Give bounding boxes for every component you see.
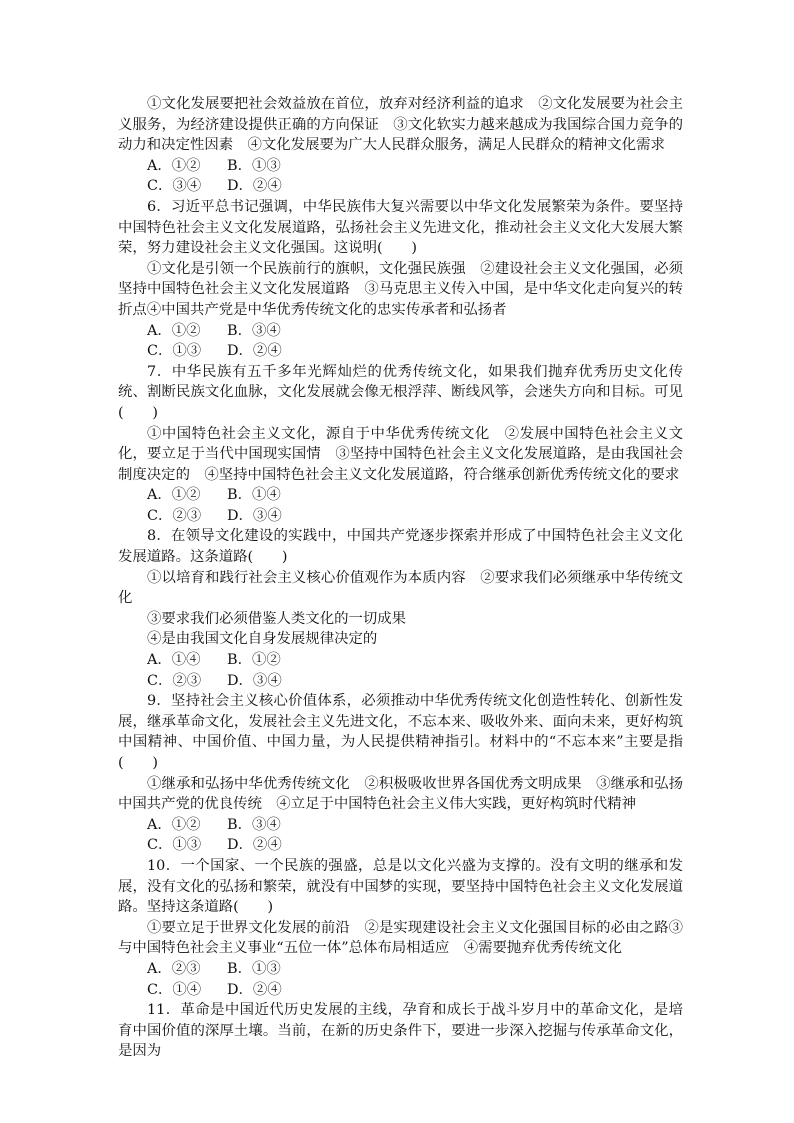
q10-option-b[interactable]: B．①③: [227, 960, 281, 977]
q6-option-c[interactable]: C．①③: [147, 343, 202, 360]
q10-statements: ①要立足于世界文化发展的前沿 ②是实现建设社会主义文化强国目标的必由之路③与中国特色社会主义事业“五位一体”总体布局相适应 ④需要抛弃优秀传统文化: [118, 919, 683, 957]
q8-statement-2: ③要求我们必须借鉴人类文化的一切成果: [147, 610, 407, 627]
q7-option-d[interactable]: D．③④: [227, 507, 282, 524]
q10-option-d[interactable]: D．②④: [227, 981, 282, 998]
q7-option-b[interactable]: B．①④: [227, 487, 281, 504]
q5-options-row2: [118, 176, 683, 197]
q9-stem: 9．坚持社会主义核心价值体系，必须推动中华优秀传统文化创造性转化、创新性发展，继承革命文化，发展社会主义先进文化，不忘本来、吸收外来、面向未来，更好构筑中国精神、中国价值、中国力量，为人民提供精神指引。材料中的“不忘本来”主要是指( ): [118, 693, 683, 771]
q8-options-row2: [118, 671, 683, 692]
q8-statement-3: ④是由我国文化自身发展规律决定的: [147, 631, 378, 648]
q7-statements: ①中国特色社会主义文化，源自于中华优秀传统文化 ②发展中国特色社会主义文化，要立足于当代中国现实国情 ③坚持中国特色社会主义文化发展道路，是由我国社会制度决定的 ④坚持中国特色社会主义文化发展道路，符合继承创新优秀传统文化的要求: [118, 425, 683, 483]
q10-options-row2: [118, 980, 683, 1001]
q9-options-row1: [118, 815, 683, 836]
q6-options-row2: [118, 341, 683, 362]
q7-options-row2: [118, 506, 683, 527]
q6-option-b[interactable]: B．③④: [227, 322, 281, 339]
q9-option-a[interactable]: A．①②: [147, 816, 201, 833]
q8-statement-1: ①以培育和践行社会主义核心价值观作为本质内容 ②要求我们必须继承中华传统文化: [118, 569, 683, 607]
q5-options-row1: [118, 156, 683, 177]
q6-option-d[interactable]: D．②④: [227, 343, 282, 360]
q7-stem: 7．中华民族有五千多年光辉灿烂的优秀传统文化，如果我们抛弃优秀历史文化传统、割断民族文化血脉，文化发展就会像无根浮萍、断线风筝，会迷失方向和目标。可见( ): [118, 363, 683, 421]
q8-stem: 8．在领导文化建设的实践中，中国共产党逐步探索并形成了中国特色社会主义文化发展道路。这条道路( ): [118, 528, 683, 566]
q6-stem: 6．习近平总书记强调，中华民族伟大复兴需要以中华文化发展繁荣为条件。要坚持中国特色社会主义文化发展道路，弘扬社会主义先进文化，推动社会主义文化大发展大繁荣，努力建设社会主义文化强国。这说明( ): [118, 198, 683, 257]
q9-option-d[interactable]: D．②④: [227, 837, 282, 854]
q5-option-b[interactable]: B．①③: [227, 157, 281, 174]
q8-option-b[interactable]: B．①②: [227, 652, 281, 669]
q6-options-row1: [118, 321, 683, 342]
q7-option-c[interactable]: C．②③: [147, 507, 202, 524]
q5-option-d[interactable]: D．②④: [227, 178, 282, 195]
q9-statements: ①继承和弘扬中华优秀传统文化 ②积极吸收世界各国优秀文明成果 ③继承和弘扬中国共产党的优良传统 ④立足于中国特色社会主义伟大实践，更好构筑时代精神: [118, 775, 683, 813]
q9-option-b[interactable]: B．③④: [227, 816, 281, 833]
q10-option-c[interactable]: C．①④: [147, 981, 202, 998]
q6-option-a[interactable]: A．①②: [147, 322, 201, 339]
q11-stem: 11．革命是中国近代历史发展的主线，孕育和成长于战斗岁月中的革命文化，是培育中国价值的深厚土壤。当前，在新的历史条件下，要进一步深入挖掘与传承革命文化，是因为: [118, 1002, 683, 1060]
q7-options-row1: [118, 485, 683, 506]
q7-option-a[interactable]: A．①②: [147, 487, 201, 504]
q10-options-row1: [118, 959, 683, 980]
q8-option-a[interactable]: A．①④: [147, 652, 201, 669]
q8-option-c[interactable]: C．②③: [147, 672, 202, 689]
q5-statements: ①文化发展要把社会效益放在首位，放弃对经济利益的追求 ②文化发展要为社会主义服务，为经济建设提供正确的方向保证 ③文化软实力越来越成为我国综合国力竞争的动力和决定性因素 ④文化发展要为广大人民群众服务，满足人民群众的精神文化需求: [118, 96, 683, 154]
q10-option-a[interactable]: A．②③: [147, 960, 201, 977]
q5-option-a[interactable]: A．①②: [147, 157, 201, 174]
q10-stem: 10．一个国家、一个民族的强盛，总是以文化兴盛为支撑的。没有文明的继承和发展，没有文化的弘扬和繁荣，就没有中国梦的实现，要坚持中国特色社会主义文化发展道路。坚持这条道路( ): [118, 857, 683, 916]
q9-options-row2: [118, 835, 683, 856]
question-content: [118, 94, 683, 1062]
q6-statements: ①文化是引领一个民族前行的旗帜，文化强民族强 ②建设社会主义文化强国，必须坚持中国特色社会主义文化发展道路 ③马克思主义传入中国，是中华文化走向复兴的转折点④中国共产党是中华优秀传统文化的忠实传承者和弘扬者: [118, 260, 683, 318]
q9-option-c[interactable]: C．①③: [147, 837, 202, 854]
q5-option-c[interactable]: C．③④: [147, 178, 202, 195]
q8-options-row1: [118, 650, 683, 671]
q8-option-d[interactable]: D．③④: [227, 672, 282, 689]
